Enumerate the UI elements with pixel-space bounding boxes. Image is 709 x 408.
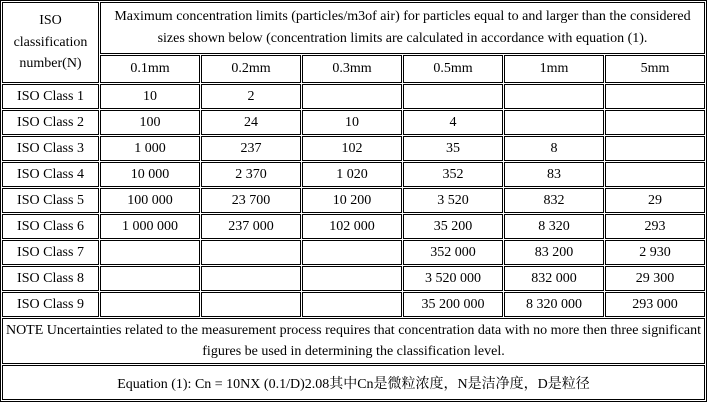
class-label-cell: ISO Class 5 <box>2 188 99 213</box>
value-cell: 3 520 000 <box>403 266 503 291</box>
note-row <box>2 318 705 364</box>
size-header-cell-0.1mm: 0.1mm <box>100 55 200 83</box>
value-cell: 102 <box>302 136 402 161</box>
value-cell: 2 <box>201 84 301 109</box>
corner-header-cell <box>2 2 99 83</box>
value-cell: 293 <box>605 214 705 239</box>
value-cell <box>504 84 604 109</box>
table-row-iso-class-6 <box>2 214 705 239</box>
value-cell: 35 200 000 <box>403 292 503 317</box>
size-header-row <box>2 55 705 83</box>
table-row-iso-class-7 <box>2 240 705 265</box>
class-label-cell: ISO Class 9 <box>2 292 99 317</box>
corner-line-2: classification <box>13 34 88 50</box>
value-cell: 4 <box>403 110 503 135</box>
value-cell <box>100 266 200 291</box>
value-cell: 100 000 <box>100 188 200 213</box>
class-label-cell: ISO Class 3 <box>2 136 99 161</box>
value-cell: 1 020 <box>302 162 402 187</box>
value-cell: 293 000 <box>605 292 705 317</box>
value-cell: 10 200 <box>302 188 402 213</box>
value-cell <box>302 240 402 265</box>
class-label-cell: ISO Class 7 <box>2 240 99 265</box>
value-cell: 8 <box>504 136 604 161</box>
value-cell <box>605 162 705 187</box>
value-cell: 29 300 <box>605 266 705 291</box>
value-cell: 3 520 <box>403 188 503 213</box>
table-row-iso-class-1 <box>2 84 705 109</box>
class-label-cell: ISO Class 1 <box>2 84 99 109</box>
table-row-iso-class-2 <box>2 110 705 135</box>
value-cell: 1 000 000 <box>100 214 200 239</box>
value-cell <box>605 110 705 135</box>
value-cell <box>201 240 301 265</box>
value-cell <box>302 84 402 109</box>
value-cell <box>302 292 402 317</box>
value-cell: 83 200 <box>504 240 604 265</box>
value-cell: 83 <box>504 162 604 187</box>
header-row <box>2 2 705 54</box>
class-label-cell: ISO Class 8 <box>2 266 99 291</box>
value-cell: 10 <box>302 110 402 135</box>
class-label-cell: ISO Class 6 <box>2 214 99 239</box>
value-cell <box>605 136 705 161</box>
size-header-cell-0.2mm: 0.2mm <box>201 55 301 83</box>
value-cell: 23 700 <box>201 188 301 213</box>
value-cell: 352 <box>403 162 503 187</box>
corner-line-3: number(N) <box>19 56 82 72</box>
table-row-iso-class-4 <box>2 162 705 187</box>
value-cell: 35 200 <box>403 214 503 239</box>
value-cell: 8 320 <box>504 214 604 239</box>
main-header-cell: Maximum concentration limits (particles/m3of air) for particles equal to and larger than the considered sizes shown below (concentration limits are calculated in accordance with equation (1). <box>100 2 705 54</box>
corner-line-1: ISO <box>39 12 62 28</box>
size-header-cell-0.5mm: 0.5mm <box>403 55 503 83</box>
size-header-cell-0.3mm: 0.3mm <box>302 55 402 83</box>
value-cell <box>201 266 301 291</box>
value-cell: 10 <box>100 84 200 109</box>
value-cell: 237 000 <box>201 214 301 239</box>
value-cell: 102 000 <box>302 214 402 239</box>
equation-row <box>2 365 705 400</box>
value-cell: 24 <box>201 110 301 135</box>
class-label-cell: ISO Class 2 <box>2 110 99 135</box>
value-cell <box>100 292 200 317</box>
value-cell: 832 <box>504 188 604 213</box>
value-cell: 2 930 <box>605 240 705 265</box>
value-cell: 352 000 <box>403 240 503 265</box>
class-label-cell: ISO Class 4 <box>2 162 99 187</box>
table-row-iso-class-3 <box>2 136 705 161</box>
value-cell: 237 <box>201 136 301 161</box>
table-row-iso-class-5 <box>2 188 705 213</box>
value-cell <box>504 110 604 135</box>
value-cell: 35 <box>403 136 503 161</box>
value-cell <box>201 292 301 317</box>
value-cell <box>403 84 503 109</box>
value-cell <box>302 266 402 291</box>
size-header-cell-5mm: 5mm <box>605 55 705 83</box>
value-cell: 8 320 000 <box>504 292 604 317</box>
value-cell <box>605 84 705 109</box>
value-cell: 2 370 <box>201 162 301 187</box>
value-cell: 100 <box>100 110 200 135</box>
size-header-cell-1mm: 1mm <box>504 55 604 83</box>
note-cell: NOTE Uncertainties related to the measurement process requires that concentration data with no more then three significant figures be used in determining the classification level. <box>2 318 705 364</box>
value-cell: 29 <box>605 188 705 213</box>
equation-cell: Equation (1): Cn = 10NX (0.1/D)2.08其中Cn是微粒浓度，N是洁净度，D是粒径 <box>2 365 705 400</box>
table-row-iso-class-8 <box>2 266 705 291</box>
table-row-iso-class-9 <box>2 292 705 317</box>
value-cell <box>100 240 200 265</box>
value-cell: 10 000 <box>100 162 200 187</box>
value-cell: 832 000 <box>504 266 604 291</box>
value-cell: 1 000 <box>100 136 200 161</box>
